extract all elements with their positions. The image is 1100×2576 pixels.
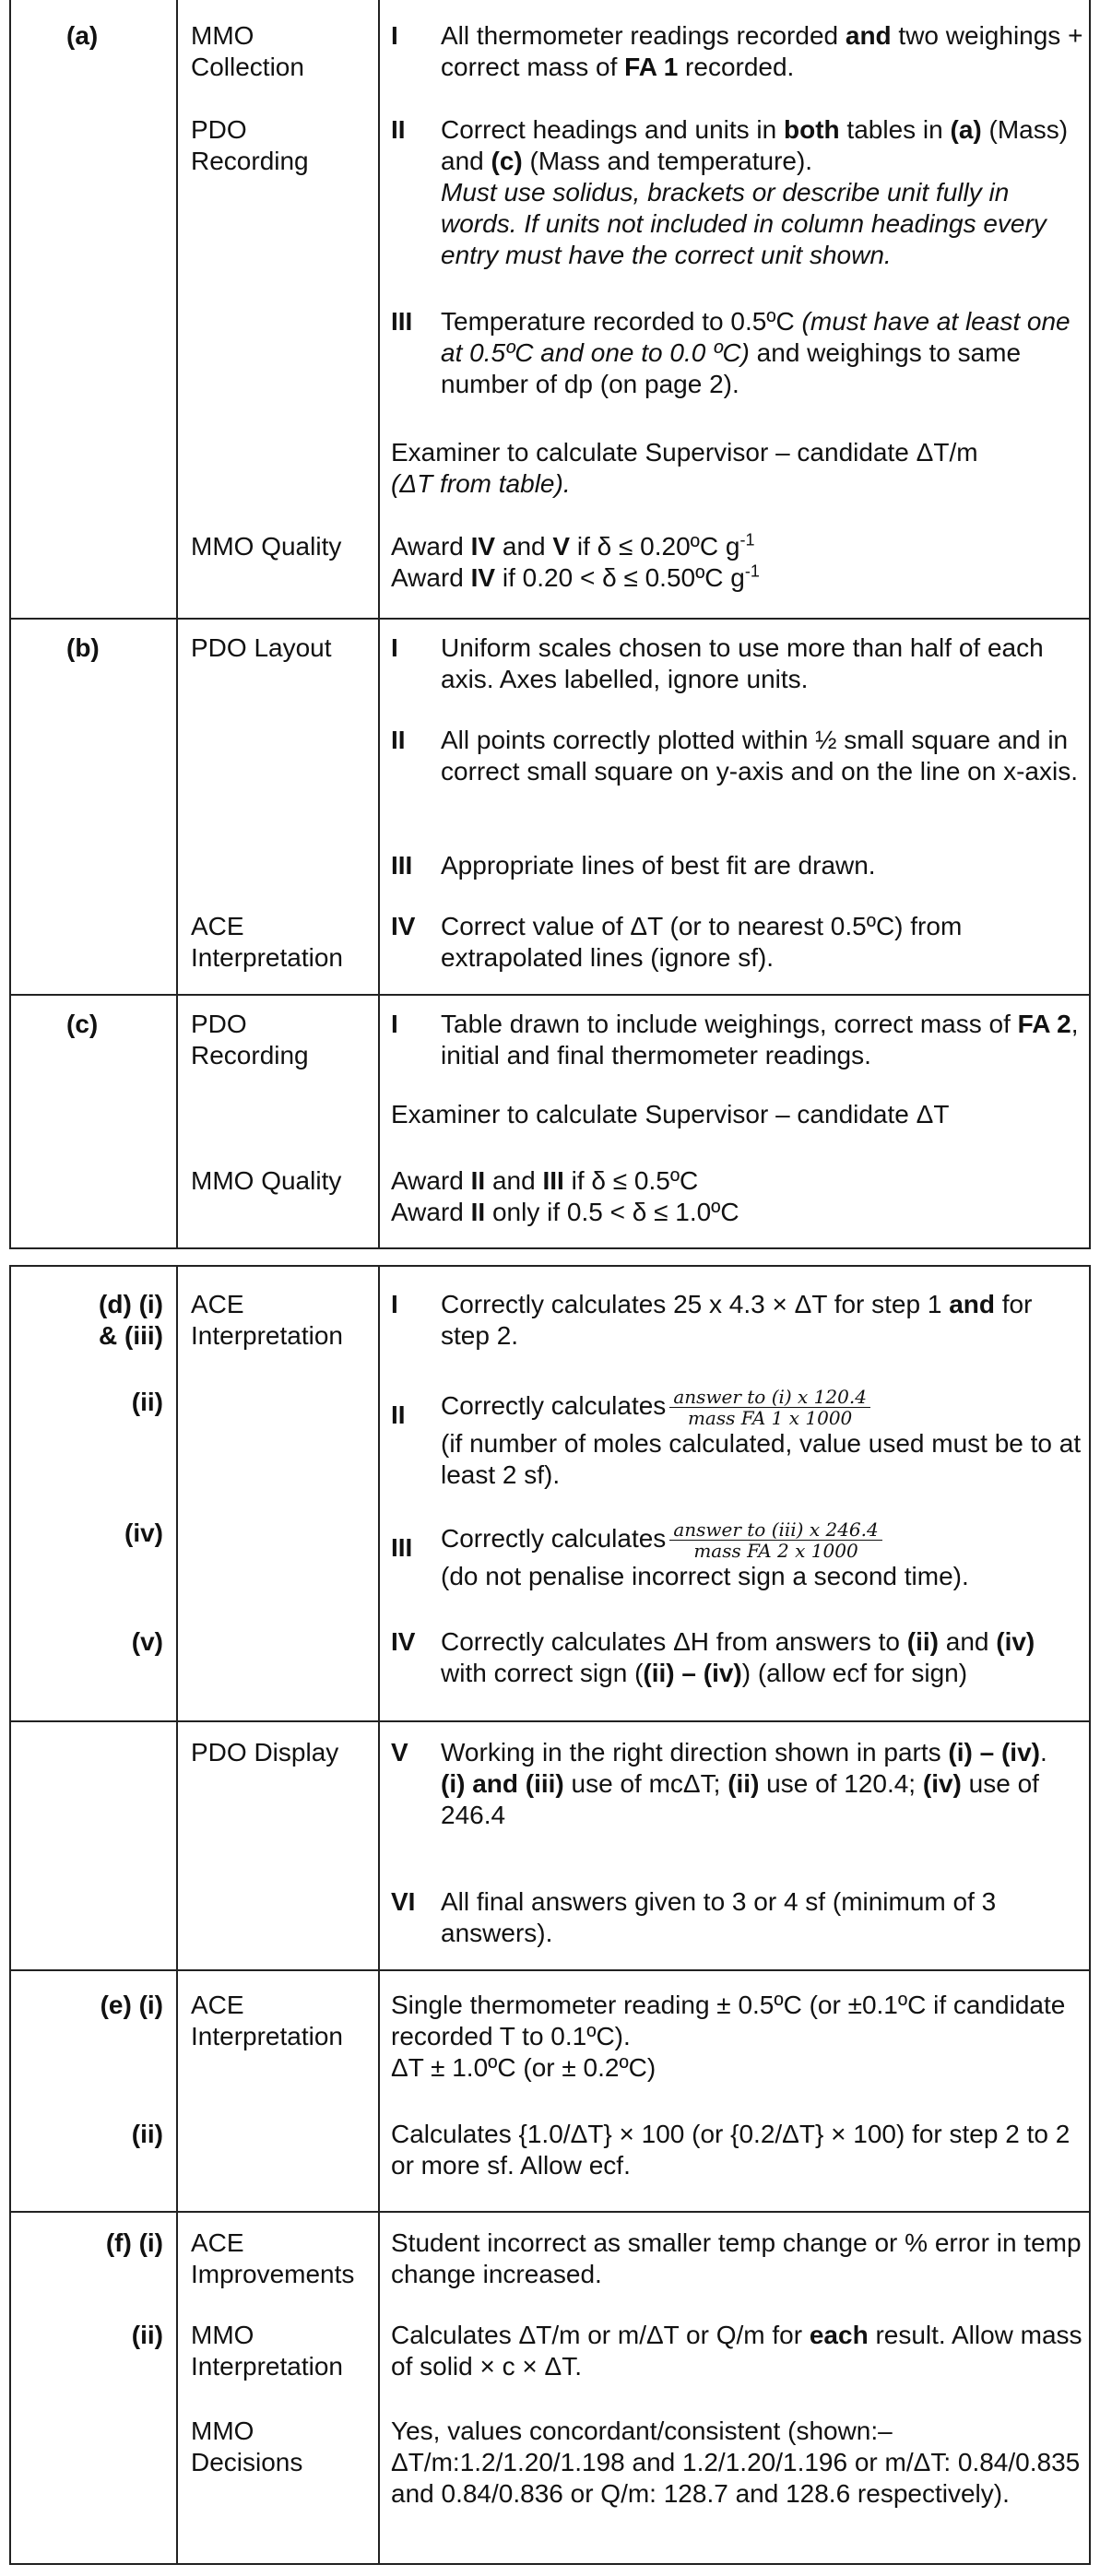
part-label-f: (f) (i) bbox=[105, 2228, 163, 2257]
fraction: $\frac{\text{answer to (i) x 120.4}}{\text{mass FA 1 x 1000}}$ bbox=[669, 1387, 870, 1428]
point-number: II bbox=[391, 115, 406, 144]
row-b bbox=[11, 618, 1089, 996]
point-text: Student incorrect as smaller temp change or % error in temp change increased. bbox=[391, 2228, 1082, 2288]
point-number: III bbox=[391, 1533, 413, 1562]
quality-awards: Award II and III if δ ≤ 0.5ºC Award II only if 0.5 < δ ≤ 1.0ºC bbox=[391, 1166, 739, 1226]
point-text: Appropriate lines of best fit are drawn. bbox=[441, 851, 876, 880]
point-text: Uniform scales chosen to use more than half of each axis. Axes labelled, ignore units. bbox=[441, 633, 1044, 693]
row-a bbox=[11, 0, 1089, 620]
point-text: Correct headings and units in both tables in (a) (Mass) and (c) (Mass and temperature). Must use solidus, brackets or describe unit fully in words. If units not included in column headings every entry must have the correct unit shown. bbox=[441, 115, 1069, 269]
row-f bbox=[11, 2211, 1089, 2563]
point-number: I bbox=[391, 1290, 398, 1318]
skill-ace-interpretation: ACE Interpretation bbox=[191, 1991, 343, 2050]
examiner-note: Examiner to calculate Supervisor – candidate ΔT/m (ΔT from table). bbox=[391, 438, 978, 498]
quality-awards: Award IV and V if δ ≤ 0.20ºC $g^{-1}$ Award IV if 0.20 < δ ≤ 0.50ºC $g^{-1}$ bbox=[391, 530, 760, 592]
skill-mmo-decisions: MMO Decisions bbox=[191, 2416, 303, 2476]
skill-pdo-display: PDO Display bbox=[191, 1738, 339, 1767]
skill-pdo-recording: PDO Recording bbox=[191, 1010, 309, 1069]
point-text: Working in the right direction shown in parts (i) – (iv). (i) and (iii) use of mcΔT; (ii) use of 120.4; (iv) use of 246.4 bbox=[441, 1738, 1047, 1829]
point-text: Correctly calculates 25 x 4.3 × ΔT for step 1 and for step 2. bbox=[441, 1290, 1033, 1350]
point-text: All thermometer readings recorded and two weighings + correct mass of FA 1 recorded. bbox=[441, 21, 1083, 81]
mark-scheme-table-1 bbox=[9, 0, 1091, 1249]
skill-ace-improvements: ACE Improvements bbox=[191, 2228, 355, 2288]
part-label-d-iv: (iv) bbox=[124, 1518, 163, 1547]
row-e bbox=[11, 1969, 1089, 2213]
part-label-c: (c) bbox=[66, 1010, 99, 1038]
skill-pdo-recording: PDO Recording bbox=[191, 115, 309, 175]
point-text: Calculates {1.0/ΔT} × 100 (or {0.2/ΔT} × 100) for step 2 to 2 or more sf. Allow ecf. bbox=[391, 2120, 1070, 2180]
point-number: V bbox=[391, 1738, 408, 1767]
point-text: All points correctly plotted within ½ small square and in correct small square on y-axis and on the line on x-axis. bbox=[441, 726, 1078, 786]
point-number: III bbox=[391, 307, 413, 336]
point-number: IV bbox=[391, 912, 416, 940]
point-number: IV bbox=[391, 1627, 416, 1656]
part-label-d-ii: (ii) bbox=[131, 1388, 163, 1416]
part-label-e-ii: (ii) bbox=[131, 2120, 163, 2148]
skill-pdo-layout: PDO Layout bbox=[191, 633, 332, 662]
point-number: I bbox=[391, 633, 398, 662]
point-text: Correctly calculates $\frac{\text{answer to (i) x 120.4}}{\text{mass FA 1 x 1000}}$ (if number of moles calculated, value used must be to at least 2 sf). bbox=[441, 1386, 1082, 1489]
skill-mmo-quality: MMO Quality bbox=[191, 532, 342, 561]
part-label-f-ii: (ii) bbox=[131, 2321, 163, 2349]
point-number: II bbox=[391, 1400, 406, 1429]
mark-scheme-table-2 bbox=[9, 1265, 1091, 2565]
row-d bbox=[11, 1267, 1089, 1722]
row-c bbox=[11, 994, 1089, 1249]
point-text: Correctly calculates $\frac{\text{answer to (iii) x 246.4}}{\text{mass FA 2 x 1000}}$ (do not penalise incorrect sign a second time). bbox=[441, 1518, 969, 1590]
point-text: Single thermometer reading ± 0.5ºC (or ±0.1ºC if candidate recorded T to 0.1ºC). ΔT ± 1.0ºC (or ± 0.2ºC) bbox=[391, 1991, 1066, 2082]
point-text: All final answers given to 3 or 4 sf (minimum of 3 answers). bbox=[441, 1887, 997, 1947]
skill-ace-interpretation: ACE Interpretation bbox=[191, 912, 343, 972]
skill-ace-interpretation: ACE Interpretation bbox=[191, 1290, 343, 1350]
point-text: Yes, values concordant/consistent (shown:– ΔT/m:1.2/1.20/1.198 and 1.2/1.20/1.196 or m/ΔT: 0.84/0.835 and 0.84/0.836 or Q/m: 128.7 and 128.6 respectively). bbox=[391, 2416, 1081, 2508]
part-label-d: (d) (i) & (iii) bbox=[99, 1290, 163, 1350]
point-text: Table drawn to include weighings, correct mass of FA 2, initial and final thermometer readings. bbox=[441, 1010, 1079, 1069]
point-number: I bbox=[391, 21, 398, 50]
point-text: Calculates ΔT/m or m/ΔT or Q/m for each result. Allow mass of solid × c × ΔT. bbox=[391, 2321, 1082, 2381]
point-text: Correctly calculates ΔH from answers to (ii) and (iv) with correct sign ((ii) – (iv)) (allow ecf for sign) bbox=[441, 1627, 1035, 1687]
skill-mmo-interpretation: MMO Interpretation bbox=[191, 2321, 343, 2381]
examiner-note: Examiner to calculate Supervisor – candidate ΔT bbox=[391, 1100, 950, 1128]
point-number: III bbox=[391, 851, 413, 880]
fraction: $\frac{\text{answer to (iii) x 246.4}}{\text{mass FA 2 x 1000}}$ bbox=[669, 1519, 881, 1561]
part-label-a: (a) bbox=[66, 21, 99, 50]
row-d-display bbox=[11, 1720, 1089, 1971]
point-number: II bbox=[391, 726, 406, 754]
skill-mmo-quality: MMO Quality bbox=[191, 1166, 342, 1195]
part-label-e: (e) (i) bbox=[100, 1991, 163, 2019]
point-number: VI bbox=[391, 1887, 416, 1916]
part-label-b: (b) bbox=[66, 633, 100, 662]
point-number: I bbox=[391, 1010, 398, 1038]
point-text: Correct value of ΔT (or to nearest 0.5ºC) from extrapolated lines (ignore sf). bbox=[441, 912, 963, 972]
part-label-d-v: (v) bbox=[131, 1627, 163, 1656]
skill-mmo-collection: MMO Collection bbox=[191, 21, 304, 81]
point-text: Temperature recorded to 0.5ºC (must have at least one at 0.5ºC and one to 0.0 ºC) and weighings to same number of dp (on page 2). bbox=[441, 307, 1070, 398]
